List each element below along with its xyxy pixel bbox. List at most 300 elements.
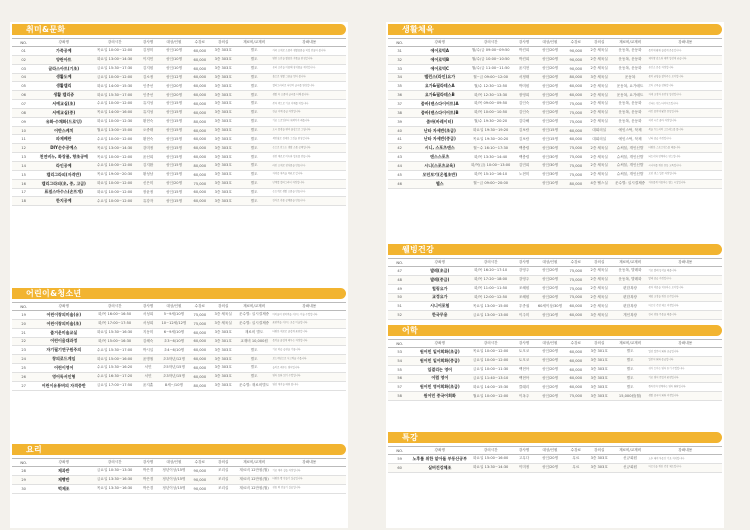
section-language — [388, 325, 722, 401]
classroom: 3층 303호 — [211, 381, 236, 390]
course-time: 월~금 09:00~20:00 — [468, 179, 513, 188]
classroom: 3층 303호 — [211, 170, 236, 179]
course-name: 글라스아트(기초) — [35, 64, 92, 73]
course-name: 생활도예 — [35, 73, 92, 82]
section-title-bar — [12, 444, 346, 455]
section-title: 어학 — [402, 326, 419, 335]
target-capacity: 초3학년/15명 — [159, 372, 189, 381]
target-capacity: 성인/10명 — [535, 311, 565, 320]
target-capacity: 성인/30명 — [535, 170, 565, 179]
table-row — [388, 170, 722, 179]
section-kids — [12, 288, 346, 391]
course-no: 44 — [388, 161, 411, 170]
table-row — [388, 275, 722, 284]
table-row — [388, 365, 722, 374]
column-header: 강사명 — [137, 39, 159, 47]
course-description: 기초 학습 습관을 기릅니다. — [272, 346, 346, 355]
course-name: 줌바(바레이터) — [411, 117, 468, 126]
instructor: 김정미 — [137, 47, 159, 56]
classroom: 조리실 — [211, 484, 236, 493]
course-time: 목요일 13:00~15:00 — [468, 302, 513, 311]
column-header: 강사명 — [137, 459, 159, 467]
course-name: 줌바(댄스다이어트)B — [411, 108, 468, 117]
table-row — [388, 153, 722, 162]
column-header: 대상/인원 — [535, 340, 565, 348]
material-fee: 운동복, 운동화 — [612, 64, 649, 73]
section-title: 요리 — [26, 445, 43, 454]
course-no: 27 — [12, 381, 35, 390]
material-fee: 운동복, 운동화 — [612, 55, 649, 64]
course-no: 13 — [12, 153, 35, 162]
material-fee: 별도 — [236, 55, 273, 64]
target-capacity: 성인/10명 — [159, 64, 189, 73]
target-capacity: 성인/10명 — [535, 179, 565, 188]
table-row — [12, 355, 346, 364]
target-capacity: 성인/20명 — [535, 117, 565, 126]
course-no: 51 — [388, 302, 411, 311]
material-fee: 15,000원(월) — [612, 392, 649, 401]
target-capacity: 성인/15명 — [535, 135, 565, 144]
course-description: 한글 서예 중급 과정입니다. — [272, 108, 346, 117]
fee: 75,000 — [565, 392, 587, 401]
course-name: 서예교실(초) — [35, 100, 92, 109]
course-no: 43 — [388, 153, 411, 162]
classroom: 3층 체육실 — [587, 73, 612, 82]
column-header: 강사명 — [137, 303, 159, 311]
table-row — [12, 475, 346, 484]
course-time: 금요일 17:00~17:50 — [92, 381, 137, 390]
instructor: 유지성 — [137, 100, 159, 109]
fee: 80,000 — [189, 381, 211, 390]
course-no: 58 — [388, 392, 411, 401]
column-header: 재료비/교재비 — [612, 447, 649, 455]
course-description: 기초 제과 실습 과정입니다. — [272, 467, 346, 476]
section-title-bar — [388, 325, 722, 336]
target-capacity: 성인/20명 — [535, 267, 565, 276]
column-header: 강의실 — [587, 259, 612, 267]
target-capacity: 성인/20명 — [535, 64, 565, 73]
classroom: 3층 303호 — [587, 392, 612, 401]
table-row — [12, 337, 346, 346]
column-header: 강사명 — [513, 340, 535, 348]
table-row — [12, 47, 346, 56]
course-description: 자세 교정과 유연성 향상입니다. — [648, 91, 722, 100]
course-time: 월/수 12:30~12:50 — [468, 82, 513, 91]
section-health — [388, 244, 722, 320]
course-name: 어린이창의미술(초) — [35, 319, 92, 328]
column-header: 강좌명 — [411, 340, 468, 348]
course-name: 제과반 — [35, 467, 92, 476]
course-time: 화요일 15:00~16:00 — [468, 455, 513, 464]
table-row — [388, 311, 722, 320]
column-header: 수강료 — [189, 303, 211, 311]
course-name: 원어민 영어회화(초급) — [411, 383, 468, 392]
instructor: 김다해 — [513, 117, 535, 126]
instructor: 백충렬 — [513, 144, 535, 153]
target-capacity: 성인/15명 — [159, 135, 189, 144]
section-title-bar — [388, 24, 722, 35]
table-row — [388, 455, 722, 464]
course-name: 밸런스(라인)요가 — [411, 73, 468, 82]
course-time: 금요일 15:30~17:30 — [92, 64, 137, 73]
fee: 60,000 — [189, 82, 211, 91]
course-no: 10 — [12, 126, 35, 135]
material-fee: 슈써블, 개인신발 — [612, 144, 649, 153]
target-capacity: 8세~/10명 — [159, 381, 189, 390]
instructor: 서민 — [137, 364, 159, 373]
fee: 60,000 — [189, 153, 211, 162]
course-table — [388, 258, 722, 320]
column-header: 강좌내용 — [272, 303, 346, 311]
classroom: 2층 체육실 — [587, 275, 612, 284]
instructor: 윤지현 — [513, 64, 535, 73]
course-name: 캘리그라피(자격반) — [35, 170, 92, 179]
target-capacity: 정년이상/15명 — [159, 467, 189, 476]
course-no: 42 — [388, 144, 411, 153]
table-row — [388, 293, 722, 302]
course-description: 발레 중급 과정입니다. — [648, 275, 722, 284]
course-time: 화/목 17:20~18:00 — [468, 275, 513, 284]
course-name: 생활캘리 — [35, 82, 92, 91]
course-no: 33 — [388, 64, 411, 73]
fee: 60,000 — [565, 302, 587, 311]
classroom: 2층 체육실 — [587, 267, 612, 276]
instructor: 윤선희 — [137, 153, 159, 162]
table-row — [388, 100, 722, 109]
classroom: 3층 303호 — [211, 47, 236, 56]
table-row — [388, 302, 722, 311]
classroom: 조리실 — [211, 467, 236, 476]
course-description: 다양한 스포츠댄스를 배웁니다. — [648, 144, 722, 153]
table-row — [12, 319, 346, 328]
course-time: 월/수/금 11:00~11:50 — [468, 64, 513, 73]
course-no: 29 — [12, 475, 35, 484]
instructor: 박시일 — [137, 346, 159, 355]
column-header: 대상/인원 — [535, 259, 565, 267]
course-name: 원어민 중국어회화 — [411, 392, 468, 401]
table-row — [12, 108, 346, 117]
instructor: 토모코 — [513, 356, 535, 365]
target-capacity: 성인/20명 — [535, 82, 565, 91]
course-name: 발레(초급) — [411, 267, 468, 276]
material-fee: 재료비 12만원(월) — [236, 475, 273, 484]
table-row — [12, 64, 346, 73]
instructor: 백현아 — [513, 365, 535, 374]
instructor: 박은경 — [137, 475, 159, 484]
course-time: 화요일 10:00~12:00 — [92, 179, 137, 188]
classroom: 3층 303호 — [211, 55, 236, 64]
course-description: 원어민과 함께하는 영어 회화입니다. — [648, 383, 722, 392]
course-time: 화/목 11:00~11:50 — [468, 284, 513, 293]
course-time: 화/목 10:00~10:50 — [468, 108, 513, 117]
course-name: DIY손수공예스 — [35, 144, 92, 153]
classroom: 3층 301호 — [587, 356, 612, 365]
column-header: 강의실 — [587, 447, 612, 455]
instructor: 황현숙 — [137, 135, 159, 144]
course-time: 수요일 10:00~12:00 — [92, 100, 137, 109]
classroom: 3층 체육실 — [211, 319, 236, 328]
course-time: 수요일 16:30~17:20 — [92, 372, 137, 381]
material-fee: 신규회원 — [612, 455, 649, 464]
fee: 60,000 — [189, 337, 211, 346]
column-header: 수강료 — [565, 259, 587, 267]
course-no: 01 — [12, 47, 35, 56]
target-capacity: 성인/20명 — [535, 455, 565, 464]
target-capacity: 성인/20명 — [535, 348, 565, 357]
section-title-bar — [388, 244, 722, 255]
instructor: 이지민 — [137, 55, 159, 64]
target-capacity: 성인/20명 — [159, 91, 189, 100]
table-row — [12, 364, 346, 373]
course-no: 39 — [388, 117, 411, 126]
course-time: 목요일 10:00~12:00 — [468, 348, 513, 357]
table-row — [388, 73, 722, 82]
table-row — [388, 161, 722, 170]
material-fee: 운수별: 재료비별도 — [236, 381, 273, 390]
material-fee: 운동복, 운동화 — [612, 117, 649, 126]
table-row — [12, 188, 346, 197]
table-row — [12, 346, 346, 355]
course-time: 금요일 10:30~13:30 — [92, 467, 137, 476]
course-no: 22 — [12, 337, 35, 346]
course-description: 가죽 소재로 소품과 생활용품을 직접 만들어 봅니다. — [272, 47, 346, 56]
course-name: 줌바(댄스다이어트)A — [411, 100, 468, 109]
course-time: 화/목 13:30~14:40 — [468, 153, 513, 162]
course-time: 목요일 10:00~12:00 — [92, 47, 137, 56]
material-fee: 별도 — [612, 356, 649, 365]
course-no: 04 — [12, 73, 35, 82]
course-time: 금요일 13:00~13:00 — [468, 311, 513, 320]
classroom: 3층 303호 — [211, 328, 236, 337]
course-name: 댄스스포츠 — [411, 153, 468, 162]
course-description: 북을 두드리며 스트레스를 풉니다. — [648, 126, 722, 135]
column-header: 재료비/교재비 — [236, 303, 273, 311]
course-description: 몸과 마음을 치유하는 요가입니다. — [648, 284, 722, 293]
section-title-bar — [12, 24, 346, 35]
material-fee: 운동복, 운동화 — [612, 47, 649, 56]
fee: 60,000 — [189, 372, 211, 381]
target-capacity: 초3학년/12명 — [159, 355, 189, 364]
course-name: 즐거운미술교실 — [35, 328, 92, 337]
material-fee: 운동복, 발레화 — [612, 275, 649, 284]
classroom: 3층 303호 — [211, 126, 236, 135]
course-name: 헬스 — [411, 179, 468, 188]
instructor: 김보람 — [513, 126, 535, 135]
table-row — [388, 82, 722, 91]
brochure-page-right — [386, 22, 724, 528]
column-header: 강사명 — [513, 259, 535, 267]
course-name: 원어민 일어회화(초급) — [411, 348, 468, 357]
instructor: 클래리 — [513, 383, 535, 392]
fee: 60,000 — [565, 356, 587, 365]
course-time: 화/목 17:00~17:50 — [92, 319, 137, 328]
course-description: 귀가 트이는 영어 듣기 수업입니다. — [648, 365, 722, 374]
classroom: 3층 303호 — [211, 144, 236, 153]
fee: 60,000 — [189, 355, 211, 364]
course-no: 34 — [388, 73, 411, 82]
course-table — [12, 458, 346, 494]
table-row — [388, 55, 722, 64]
fee: 60,000 — [189, 346, 211, 355]
course-time: 월/수 19:30~20:20 — [468, 117, 513, 126]
target-capacity: 성인/20명 — [535, 356, 565, 365]
course-description: 체지방 감소와 체력 향상에 좋습니다. — [648, 55, 722, 64]
table-row — [12, 153, 346, 162]
column-header: 강좌명 — [35, 303, 92, 311]
instructor: 조혜원 — [513, 284, 535, 293]
instructor: 장영희 — [513, 91, 535, 100]
table-row — [12, 100, 346, 109]
course-name: 한지공예 — [35, 197, 92, 206]
course-name: 파제베란 — [35, 135, 92, 144]
course-description: 어르신을 위한 건강 체조입니다. — [648, 463, 722, 472]
course-name: 발레(중급) — [411, 275, 468, 284]
instructor: 유지성 — [137, 108, 159, 117]
target-capacity: 성인/20명 — [535, 108, 565, 117]
fee: 60,000 — [565, 311, 587, 320]
target-capacity: 성인/30명 — [535, 153, 565, 162]
classroom: 3층 303호 — [587, 463, 612, 472]
material-fee: 별도 — [236, 117, 273, 126]
instructor: 윤지훈 — [137, 381, 159, 390]
instructor: 노현미 — [513, 170, 535, 179]
course-time: 화/목 09:00~09:50 — [468, 100, 513, 109]
brochure-page-left — [10, 22, 348, 528]
course-time: 월~수 16:10~17:30 — [468, 144, 513, 153]
course-no: 02 — [12, 55, 35, 64]
course-description: 기초 발레 동작을 배웁니다. — [648, 267, 722, 276]
material-fee: 별도 — [236, 346, 273, 355]
classroom: 3층 303호 — [211, 372, 236, 381]
column-header: NO. — [12, 459, 35, 467]
target-capacity: 성인/20명 — [535, 293, 565, 302]
table-row — [12, 467, 346, 476]
target-capacity: 성인/15명 — [159, 100, 189, 109]
course-name: 요가&필라테스A — [411, 82, 468, 91]
instructor: 김지환 — [137, 161, 159, 170]
target-capacity: 초5학년/15명 — [159, 364, 189, 373]
material-fee: 별도 — [236, 364, 273, 373]
course-description: 붓과 먹으로 기초 서예를 익힙니다. — [272, 100, 346, 109]
course-no: 19 — [12, 311, 35, 320]
instructor: 강영주 — [513, 275, 535, 284]
material-fee: 슈써블, 개인신발 — [612, 161, 649, 170]
classroom: 2층 체육실 — [587, 302, 612, 311]
course-time: 화요일 13:00~14:30 — [92, 55, 137, 64]
column-header: 수강료 — [189, 39, 211, 47]
material-fee: 운동복, 요가매트 — [612, 91, 649, 100]
table-row — [12, 135, 346, 144]
column-header: 강의시간 — [92, 39, 137, 47]
fee: 60,000 — [189, 108, 211, 117]
course-description: 체형 교정을 위한 요가입니다. — [648, 293, 722, 302]
table-row — [388, 383, 722, 392]
fee: 75,000 — [189, 311, 211, 320]
fee: 75,000 — [565, 284, 587, 293]
section-sports — [388, 24, 722, 189]
instructor: 백현아 — [513, 374, 535, 383]
course-description: 단계별 캘리그라피 과정입니다. — [272, 179, 346, 188]
course-time: 화요일 10:00~12:30 — [92, 117, 137, 126]
material-fee: 별도 — [236, 372, 273, 381]
material-fee: 별도 — [236, 91, 273, 100]
classroom: 3층 303호 — [587, 455, 612, 464]
course-description: 색연필로 섬세한 그림을 완성합니다. — [272, 135, 346, 144]
instructor — [513, 179, 535, 188]
table-row — [388, 284, 722, 293]
material-fee: 재료비 12만원(월) — [236, 484, 273, 493]
course-no: 50 — [388, 293, 411, 302]
target-capacity: 성인/12명 — [159, 73, 189, 82]
course-name: 에어로빅C — [411, 64, 468, 73]
material-fee: 별도 — [236, 126, 273, 135]
section-title: 웰빙건강 — [402, 245, 435, 254]
target-capacity: 60세이상/30명 — [535, 302, 565, 311]
material-fee: 별도 — [236, 144, 273, 153]
column-header: 강좌내용 — [272, 39, 346, 47]
course-description: 난타 중급 과정입니다. — [648, 135, 722, 144]
material-fee: 운동복, 운동화 — [612, 100, 649, 109]
material-fee: 신규회원 — [612, 463, 649, 472]
section-title: 어린이&청소년 — [26, 289, 82, 298]
target-capacity: 성인/15명 — [159, 161, 189, 170]
course-name: 제빵반 — [35, 475, 92, 484]
course-time: 목요일 19:30~20:20 — [468, 135, 513, 144]
course-time: 화요일 13:30~14:30 — [468, 463, 513, 472]
instructor: 김소정 — [137, 73, 159, 82]
fee: 60,000 — [565, 383, 587, 392]
course-time: 화요일 15:00~16:00 — [92, 355, 137, 364]
target-capacity: 성인/20명 — [535, 392, 565, 401]
column-header: 대상/인원 — [159, 39, 189, 47]
classroom: 2층 체육실 — [587, 82, 612, 91]
course-description: 기초 드로잉부터 채색까지 배웁니다. — [272, 117, 346, 126]
course-time: 화요일 14:00~15:30 — [468, 383, 513, 392]
classroom: 2층 체육실 — [587, 55, 612, 64]
column-header: NO. — [12, 39, 35, 47]
column-header: 강사명 — [513, 447, 535, 455]
column-header: 강좌내용 — [648, 447, 722, 455]
column-header: 강의시간 — [468, 39, 513, 47]
course-description: 한지로 전통 공예품을 만듭니다. — [272, 197, 346, 206]
classroom: 3층 303호 — [211, 117, 236, 126]
material-fee: 별도 — [612, 365, 649, 374]
course-name: 요가&필라테스B — [411, 91, 468, 100]
target-capacity: 성인/20명 — [535, 91, 565, 100]
instructor: 박진희 — [513, 55, 535, 64]
course-time: 금요일 13:30~16:30 — [92, 475, 137, 484]
table-row — [388, 91, 722, 100]
course-description: 음악에 맞춰 즐겁게 운동합니다. — [648, 47, 722, 56]
table-row — [388, 126, 722, 135]
column-header: 강좌명 — [35, 459, 92, 467]
fee: 60,000 — [189, 188, 211, 197]
instructor: 박은경 — [137, 484, 159, 493]
course-no: 54 — [388, 356, 411, 365]
course-time: 화/목 12:30~13:30 — [468, 91, 513, 100]
material-fee: 별도 — [236, 153, 273, 162]
fee: 90,000 — [189, 467, 211, 476]
instructor: 김민희 — [513, 161, 535, 170]
fee: 60,000 — [189, 47, 211, 56]
instructor: 이옥주 — [513, 392, 535, 401]
target-capacity: 성인/30명 — [535, 144, 565, 153]
fee: 80,000 — [189, 117, 211, 126]
target-capacity: 성인/10명 — [159, 55, 189, 64]
instructor: 이미정 — [513, 463, 535, 472]
table-row — [388, 47, 722, 56]
target-capacity: 성인/20명 — [535, 100, 565, 109]
